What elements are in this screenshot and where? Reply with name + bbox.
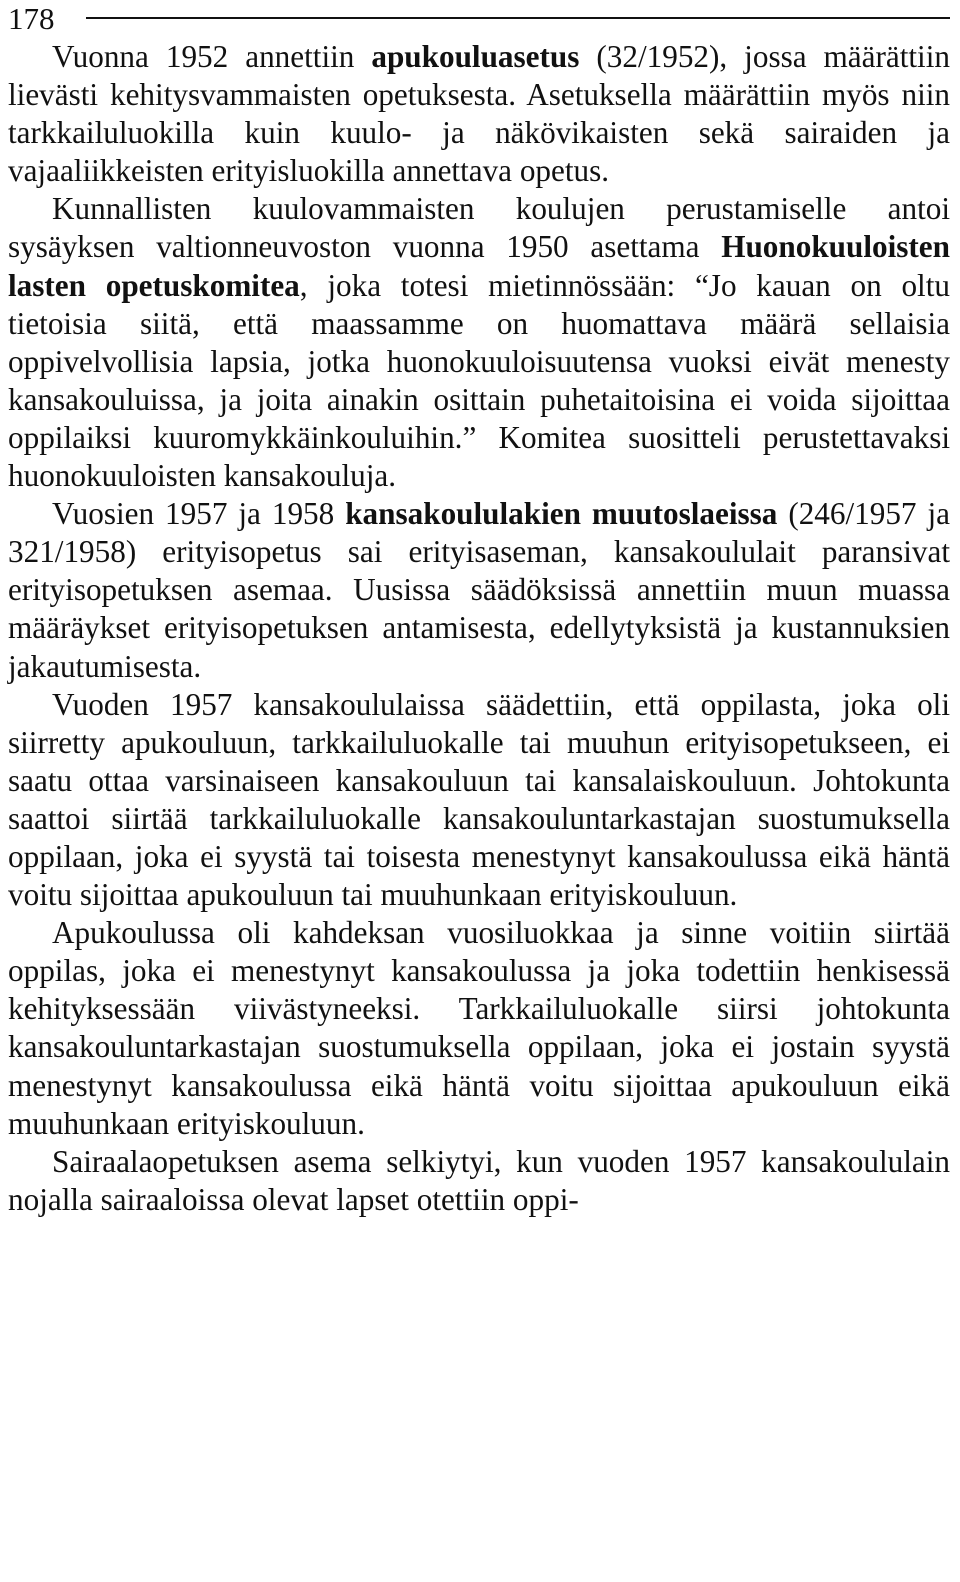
text-run: Sairaalaopetuksen asema selkiytyi, kun vuoden 1957 kansakoululain nojalla sairaaloissa olevat lapset otettiin oppi-: [8, 1143, 950, 1217]
bold-term: Huonokuuloisten lasten opetuskomitea: [8, 229, 950, 303]
paragraph: [8, 190, 950, 495]
text-run: Vuonna 1952 annettiin: [52, 39, 372, 74]
paragraph: [8, 686, 950, 915]
page-number: 178: [8, 1, 55, 36]
bold-term: apukouluasetus: [371, 39, 580, 74]
document-page: [8, 0, 950, 1582]
paragraph: [8, 914, 950, 1143]
paragraph: [8, 38, 950, 190]
text-run: Vuosien 1957 ja 1958: [52, 496, 346, 532]
paragraph: [8, 495, 950, 685]
text-run: Kunnallisten kuulovammaisten koulujen perustamiselle antoi sysäyksen valtionneuvoston vuonna 1950 asettama: [8, 191, 950, 265]
header-rule: [86, 17, 950, 19]
paragraph: [8, 1143, 950, 1219]
text-run: Apukoulussa oli kahdeksan vuosiluokkaa ja sinne voitiin siirtää oppilas, joka ei menestynyt kansakoulussa ja joka todettiin henkisessä kehityksessään viivästyneeksi. Tarkkailuluokalle siirsi johtokunta kansakouluntarkastajan suostumuksella oppilaan, joka ei jostain syystä menestynyt kansakoulussa eikä häntä voitu sijoittaa apukouluun eikä muuhunkaan erityiskouluun.: [8, 915, 950, 1141]
body-text: [8, 38, 950, 1219]
text-run: , joka totesi mietinnössään: “Jo kauan on oltu tietoisia siitä, että maassamme on huomattava määrä sellaisia oppivelvollisia lapsia, jotka huonokuuloisuutensa vuoksi eivät menesty kansakouluissa, ja joita ainakin osittain puhetaitoisina ei voida sijoittaa oppilaiksi kuuromykkäinkouluihin.” Komitea suositteli perustettavaksi huonokuuloisten kansakouluja.: [8, 267, 950, 494]
text-run: (246/1957 ja 321/1958) erityisopetus sai erityisaseman, kansakoululait paransivat erityisopetuksen asemaa. Uusissa säädöksissä annettiin muun muassa määräykset erityisopetuksen antamisesta, edellytyksistä ja kustannuksien jakautumisesta.: [8, 496, 951, 684]
bold-term: kansakoululakien muutoslaeissa: [345, 496, 778, 532]
page-header: [8, 0, 950, 38]
text-run: Vuoden 1957 kansakoululaissa säädettiin, että oppilasta, joka oli siirretty apukouluun, tarkkailuluokalle tai muuhun erityisopetukseen, ei saatu ottaa varsinaiseen kansakouluun tai kansalaiskouluun. Johtokunta saattoi siirtää tarkkailuluokalle kansakouluntarkastajan suostumuksella oppilaan, joka ei syystä tai toisesta menestynyt kansakoulussa eikä häntä voitu sijoittaa apukouluun tai muuhunkaan erityiskouluun.: [8, 686, 950, 913]
text-run: (32/1952), jossa määrättiin lievästi kehitysvammaisten opetuksesta. Asetuksella määrättiin myös niin tarkkailuluokilla kuin kuulo- ja näkövikaisten sekä sairaiden ja vajaaliikkeisten erityisluokilla annettava opetus.: [8, 39, 950, 189]
